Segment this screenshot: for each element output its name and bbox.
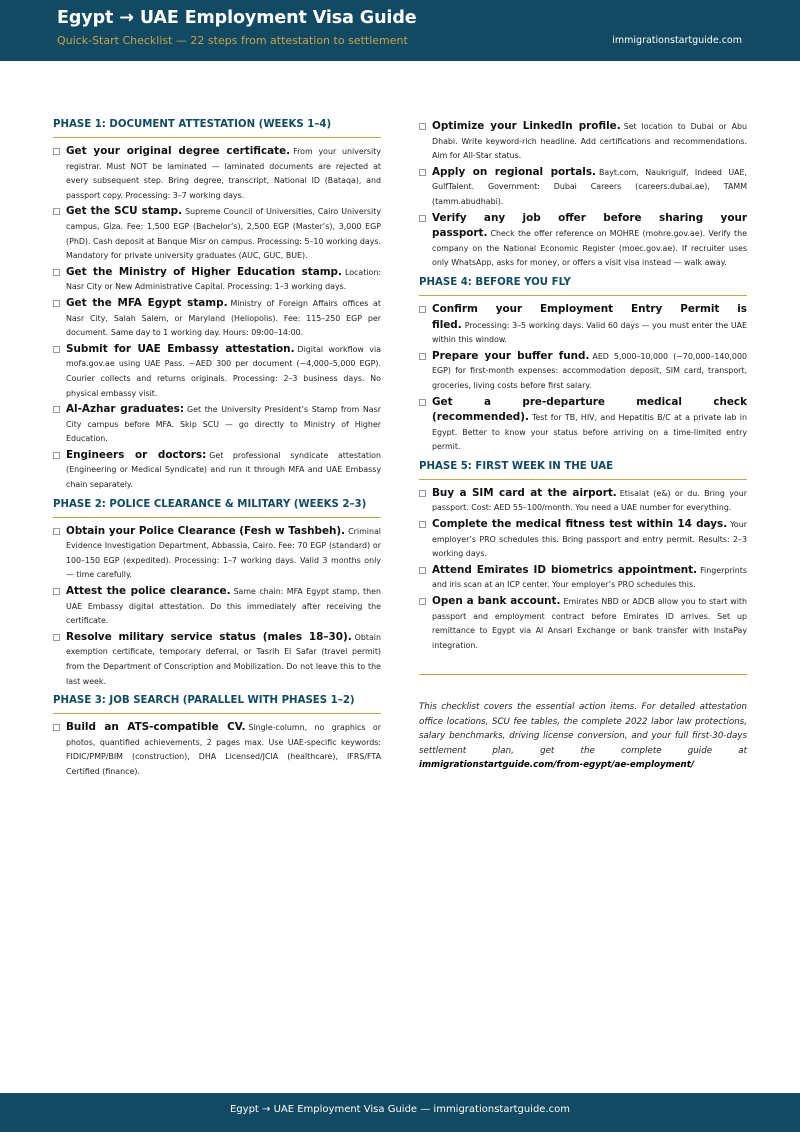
checkbox[interactable] [53,300,60,307]
checkbox[interactable] [419,567,426,574]
checklist-item-text: Fingerprints and iris scan at an ICP center. Your employer’s PRO schedules this. [432,565,747,590]
checklist-item-title: Submit for UAE Embassy attestation. [66,342,295,355]
checklist-item-text: Same chain: MFA Egypt stamp, then UAE Embassy digital attestation. Do this immediately after receiving the certificate. [66,587,381,626]
checklist-item-text: AED 5,000–10,000 (~70,000–140,000 EGP) for first-month expenses: accommodation deposit, SIM card, transport, groceries, living costs before first salary. [432,351,747,390]
checkbox[interactable] [53,588,60,595]
checklist-item-text: Criminal Evidence Investigation Department, Abbassia, Cairo. Fee: 70 EGP (standard) or 100–150 EGP (expedited). Processing: 1–7 working days. Valid 3 months only — time carefully. [66,526,381,580]
checklist-item-text: Test for TB, HIV, and Hepatitis B/C at a private lab in Egypt. Better to know your status before arriving on a time-limited entry permit. [432,413,747,452]
checklist-item [53,584,381,629]
checkbox[interactable] [53,724,60,731]
checklist-item [419,395,747,455]
checklist-item-text: Etisalat (e&) or du. Bring your passport. Cost: AED 55–100/month. You need a UAE number for everything. [432,488,747,513]
checklist-item-title: Get the MFA Egypt stamp. [66,296,228,309]
checklist-item-title: Build an ATS-compatible CV. [66,721,246,734]
checklist-item-title: Complete the medical fitness test within 14 days. [432,518,728,531]
phase-5-list [419,486,747,654]
phase-2-list [53,524,381,690]
checklist-item [53,630,381,689]
checklist-item-text: Location: Nasr City or New Administrative Capital. Processing: 1–3 working days. [66,267,381,292]
checklist-item-text: Single-column, no graphics or photos, quantified achievements, 2 pages max. Use UAE-specific keywords: FIDIC/PMP/BIM (construction), DHA Licensed/JCIA (healthcare), IFRS/FTA Certified (finance). [66,723,382,776]
checkbox[interactable] [419,598,426,605]
checkbox[interactable] [53,148,60,155]
checklist-item [53,720,381,779]
checkbox[interactable] [419,169,426,176]
checklist-item-text: Processing: 3–5 working days. Valid 60 days — you must enter the UAE within this window. [432,320,747,345]
checklist-item [419,165,747,210]
phase-3-heading: PHASE 3: JOB SEARCH (PARALLEL WITH PHASES 1–2) [53,695,381,714]
checkbox[interactable] [419,215,426,222]
checklist-item-title: Al-Azhar graduates: [66,403,185,416]
checklist-item-text: Set location to Dubai or Abu Dhabi. Write keyword-rich headline. Add certifications and recommendations. Aim for All-Star status. [432,122,747,161]
checklist-item-title: Buy a SIM card at the airport. [432,486,617,499]
checklist-item [419,563,747,593]
closing-note [419,700,747,773]
checklist-item [53,524,381,583]
checklist-item [419,517,747,562]
checkbox[interactable] [53,346,60,353]
checkbox[interactable] [419,123,426,130]
checklist-item [419,594,747,653]
closing-divider [419,674,747,675]
checklist-item-text: Supreme Council of Universities, Cairo University campus, Giza. Fee: 1,500 EGP (Bachelor’s), 2,500 EGP (Master’s), 3,000 EGP (PhD). Cash deposit at Banque Misr on campus. Processing: 5–10 working days. Mandatory for private university graduates (AUC, GUC, BUE). [66,207,382,261]
page-subtitle: Quick-Start Checklist — 22 steps from attestation to settlement [57,34,408,47]
checklist-item-title: Obtain your Police Clearance (Fesh w Tashbeh). [66,524,346,537]
checklist-item-text: Obtain exemption certificate, temporary deferral, or Tasrih El Safar (travel permit) from the Department of Conscription and Mobilization. Do not leave this to the last week. [66,632,381,686]
checkbox[interactable] [419,353,426,360]
checklist-item-title: Attest the police clearance. [66,585,231,598]
page-title: Egypt → UAE Employment Visa Guide [57,8,417,28]
checkbox[interactable] [53,406,60,413]
checklist-item-title: Get a pre-departure medical check (recommended). [432,395,747,424]
checklist-item [419,486,747,516]
checklist-item-title: Open a bank account. [432,595,561,608]
phase-1-list [53,144,381,493]
checkbox[interactable] [53,269,60,276]
checklist-item-text: Bayt.com, Naukrigulf, Indeed UAE, GulfTalent. Government: Dubai Careers (careers.dubai.ae), TAMM (tamm.abudhabi). [432,167,747,206]
checklist-item-title: Optimize your LinkedIn profile. [432,120,621,132]
checklist-item-title: Prepare your buffer fund. [432,349,590,362]
checklist-item [419,349,747,394]
left-column [53,119,381,781]
checklist-item-title: Get your original degree certificate. [66,145,291,157]
checkbox[interactable] [53,528,60,535]
checklist-item [53,342,381,401]
phase-4-list [419,302,747,455]
page-footer: Egypt → UAE Employment Visa Guide — immigrationstartguide.com [0,1093,800,1132]
checklist-item [53,144,381,203]
checklist-item-title: Apply on regional portals. [432,165,596,178]
checklist-item-title: Get the Ministry of Higher Education stamp. [66,265,342,278]
checkbox[interactable] [419,306,426,313]
checklist-item-text: Get the University President’s Stamp from Nasr City campus before MFA. Skip SCU — go directly to Ministry of Higher Education. [66,405,381,444]
checklist-item [53,204,381,263]
checklist-item [419,302,747,348]
checkbox[interactable] [419,399,426,406]
checklist-item-title: Get the SCU stamp. [66,205,183,218]
checklist-item [53,448,381,493]
checklist-item-text: From your university registrar. Must NOT be laminated — laminated documents are rejected at every subsequent step. Bring degree, transcript, National ID (Bataqa), and passport copy. Processing: 3–7 working days. [66,147,382,200]
checklist-item-title: Resolve military service status (males 18–30). [66,630,352,643]
checklist-item-text: Check the offer reference on MOHRE (mohre.gov.ae). Verify the company on the National Economic Register (moec.gov.ae). If recruiter uses only WhatsApp, asks for money, or offers a visit visa instead — walk away. [432,229,747,268]
phase-2-heading: PHASE 2: POLICE CLEARANCE & MILITARY (WEEKS 2–3) [53,499,381,518]
phase-3-list [53,720,381,779]
phase-5-heading: PHASE 5: FIRST WEEK IN THE UAE [419,461,747,480]
checklist-item-text: Ministry of Foreign Affairs offices at Nasr City, Salah Salem, or Maryland (Heliopolis). Fee: 115–250 EGP per document. Same day to 1 working day. Hours: 09:00–14:00. [66,298,381,338]
checkbox[interactable] [419,490,426,497]
phase-4-heading: PHASE 4: BEFORE YOU FLY [419,277,747,296]
checklist-item-text: Get professional syndicate attestation (Engineering or Medical Syndicate) and run it through MFA and UAE Embassy chain separately. [66,450,381,490]
checklist-item [53,402,381,447]
checkbox[interactable] [53,208,60,215]
guide-link[interactable]: immigrationstartguide.com/from-egypt/ae-employment/ [419,760,695,771]
checklist-item-title: Engineers or doctors: [66,448,207,461]
checklist-item-title: Confirm your Employment Entry Permit is filed. [432,302,747,331]
checklist-item-text: Emirates NBD or ADCB allow you to start with passport and employment contract before Emirates ID arrives. Set up remittance to Egypt via Al Ansari Exchange or bank transfer with InstaPay integration. [432,597,748,650]
header-site-link[interactable]: immigrationstartguide.com [612,35,742,46]
checklist-item-title: Attend Emirates ID biometrics appointment. [432,563,698,576]
checklist-item [419,211,747,271]
checkbox[interactable] [53,452,60,459]
checklist-item [53,265,381,295]
right-column [419,119,747,773]
closing-note-text: This checklist covers the essential action items. For detailed attestation office locations, SCU fee tables, the complete 2022 labor law protections, salary benchmarks, driving license conversion, and your full first-30-days settlement plan, get the complete guide at [419,702,747,756]
page-header [0,0,800,61]
checklist-item-text: Digital workflow via mofa.gov.ae using UAE Pass. ~AED 300 per document (~4,000–5,000 EGP). Courier collects and returns originals. Processing: 2–3 business days. No physical embassy visit. [66,344,381,398]
checklist-item-text: Your employer’s PRO schedules this. Bring passport and entry permit. Results: 2–3 working days. [432,520,747,559]
phase-1-heading: PHASE 1: DOCUMENT ATTESTATION (WEEKS 1–4) [53,119,381,138]
checkbox[interactable] [419,521,426,528]
checklist-item [419,119,747,164]
checklist-item [53,296,381,341]
checkbox[interactable] [53,634,60,641]
checklist-item-title: Verify any job offer before sharing your passport. [432,211,747,240]
phase-3-list-continued [419,119,747,271]
